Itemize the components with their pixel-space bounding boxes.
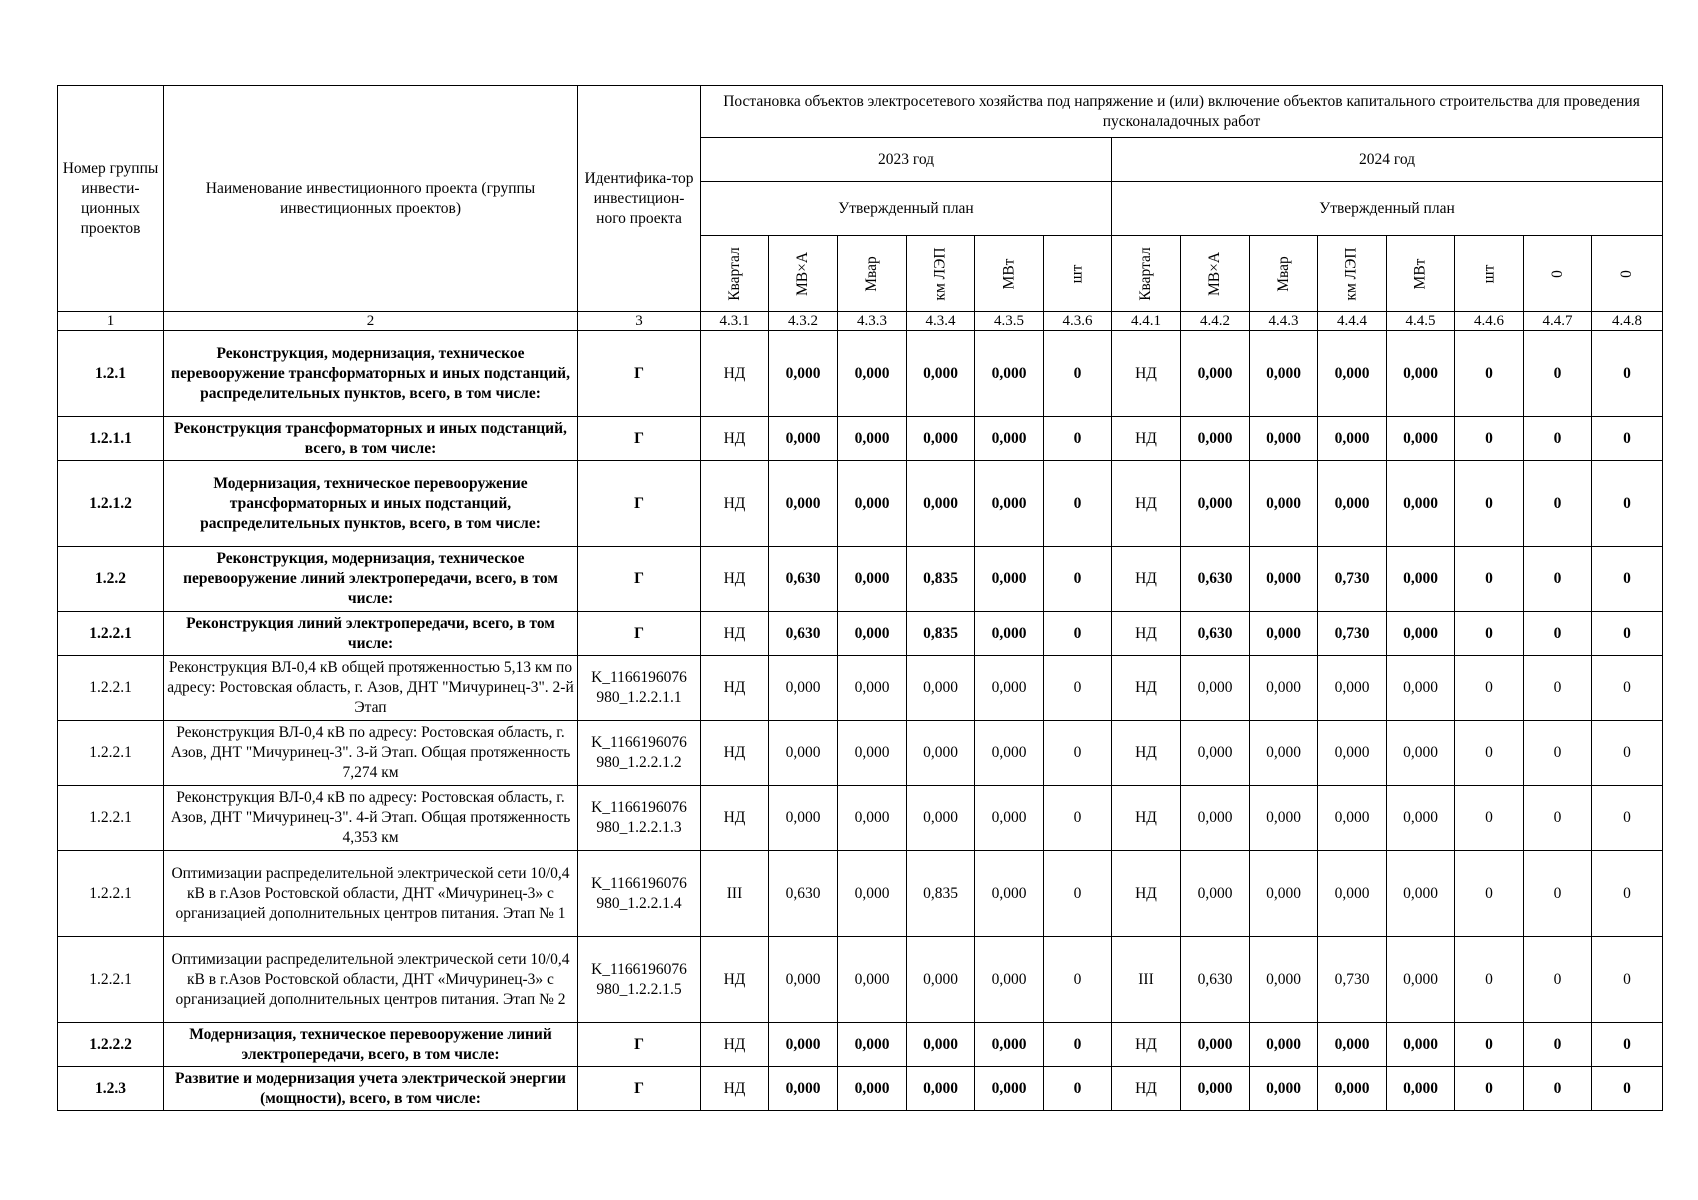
group-number-cell: 1.2.1 [58, 331, 164, 417]
value-cell: 0,000 [907, 1067, 975, 1111]
value-cell: 0,000 [1181, 656, 1250, 721]
value-cell: 0,000 [838, 612, 907, 656]
header-unit-cell [975, 236, 1044, 312]
project-name-cell: Реконструкция, модернизация, техническое перевооружение трансформаторных и иных подстанций, распределительных пунктов, всего, в том числе: [164, 331, 578, 417]
value-cell: 0,000 [1387, 786, 1455, 851]
value-cell: НД [701, 721, 769, 786]
value-cell: 0,000 [1181, 786, 1250, 851]
table-row [58, 417, 1663, 461]
header-unit-label: Квартал [1137, 246, 1154, 301]
value-cell: 0,000 [1318, 331, 1387, 417]
header-unit-cell [701, 236, 769, 312]
value-cell: 0,000 [975, 612, 1044, 656]
value-cell: 0,000 [907, 937, 975, 1023]
value-cell: 0 [1524, 721, 1592, 786]
value-cell: НД [1112, 612, 1181, 656]
header-group-number: Номер группы инвести-ционных проектов [58, 86, 164, 312]
header-unit-cell [769, 236, 838, 312]
value-cell: 0,000 [907, 417, 975, 461]
project-name-cell: Модернизация, техническое перевооружение трансформаторных и иных подстанций, распределительных пунктов, всего, в том числе: [164, 461, 578, 547]
column-number: 4.4.2 [1181, 312, 1250, 331]
value-cell: 0,000 [838, 721, 907, 786]
value-cell: 0,000 [975, 786, 1044, 851]
value-cell: 0,000 [1250, 851, 1318, 937]
value-cell: 0,000 [1250, 1067, 1318, 1111]
table-row [58, 721, 1663, 786]
value-cell: 0,000 [1250, 612, 1318, 656]
value-cell: 0,000 [838, 1023, 907, 1067]
project-id-cell: Г [578, 331, 701, 417]
project-id-cell: Г [578, 417, 701, 461]
project-name-cell: Реконструкция ВЛ-0,4 кВ общей протяженностью 5,13 км по адресу: Ростовская область, г. Азов, ДНТ "Мичуринец-3". 2-й Этап [164, 656, 578, 721]
value-cell: НД [1112, 1067, 1181, 1111]
project-id-cell: K_1166196076 980_1.2.2.1.2 [578, 721, 701, 786]
value-cell: 0,000 [769, 656, 838, 721]
header-unit-cell [1250, 236, 1318, 312]
value-cell: 0 [1592, 786, 1663, 851]
value-cell: 0 [1044, 721, 1112, 786]
value-cell: 0,000 [1387, 461, 1455, 547]
value-cell: 0,000 [838, 417, 907, 461]
value-cell: 0,000 [1387, 851, 1455, 937]
table-row [58, 656, 1663, 721]
value-cell: 0 [1044, 937, 1112, 1023]
project-name-cell: Реконструкция ВЛ-0,4 кВ по адресу: Ростовская область, г. Азов, ДНТ "Мичуринец-3". 4-й Этап. Общая протяженность 4,353 км [164, 786, 578, 851]
column-number: 4.3.2 [769, 312, 838, 331]
value-cell: НД [1112, 331, 1181, 417]
value-cell: 0 [1524, 851, 1592, 937]
project-id-cell: Г [578, 1023, 701, 1067]
value-cell: 0,000 [1250, 331, 1318, 417]
header-unit-cell [1387, 236, 1455, 312]
column-number: 4.4.6 [1455, 312, 1524, 331]
value-cell: 0 [1044, 1023, 1112, 1067]
column-number: 4.3.3 [838, 312, 907, 331]
value-cell: 0 [1592, 612, 1663, 656]
value-cell: 0 [1044, 786, 1112, 851]
value-cell: 0,000 [1181, 461, 1250, 547]
value-cell: 0,000 [975, 721, 1044, 786]
value-cell: 0,730 [1318, 547, 1387, 612]
header-unit-cell [1318, 236, 1387, 312]
value-cell: 0,000 [1318, 1067, 1387, 1111]
project-name-cell: Реконструкция ВЛ-0,4 кВ по адресу: Ростовская область, г. Азов, ДНТ "Мичуринец-3". 3-й Этап. Общая протяженность 7,274 км [164, 721, 578, 786]
project-id-cell: Г [578, 1067, 701, 1111]
value-cell: III [1112, 937, 1181, 1023]
value-cell: 0,000 [1318, 851, 1387, 937]
value-cell: 0,000 [769, 461, 838, 547]
value-cell: 0,000 [1318, 786, 1387, 851]
value-cell: НД [701, 461, 769, 547]
table-row [58, 851, 1663, 937]
value-cell: 0,835 [907, 547, 975, 612]
header-unit-label: МВ×А [794, 251, 811, 296]
project-id-cell: K_1166196076 980_1.2.2.1.5 [578, 937, 701, 1023]
column-number: 4.4.4 [1318, 312, 1387, 331]
header-unit-cell [1044, 236, 1112, 312]
value-cell: 0 [1044, 417, 1112, 461]
column-number: 4.3.6 [1044, 312, 1112, 331]
investment-table [57, 85, 1663, 1111]
header-plan-2024: Утвержденный план [1112, 182, 1663, 236]
value-cell: 0,000 [769, 937, 838, 1023]
value-cell: 0,630 [769, 612, 838, 656]
value-cell: 0 [1044, 851, 1112, 937]
value-cell: 0 [1524, 1023, 1592, 1067]
value-cell: 0 [1524, 612, 1592, 656]
value-cell: 0 [1455, 1023, 1524, 1067]
value-cell: 0,000 [907, 1023, 975, 1067]
header-plan-2023: Утвержденный план [701, 182, 1112, 236]
project-name-cell: Реконструкция линий электропередачи, всего, в том числе: [164, 612, 578, 656]
value-cell: 0 [1455, 461, 1524, 547]
table-row [58, 547, 1663, 612]
value-cell: НД [701, 331, 769, 417]
project-id-cell: Г [578, 547, 701, 612]
table-row [58, 461, 1663, 547]
value-cell: 0,000 [1387, 1023, 1455, 1067]
header-unit-label: Мвар [1274, 255, 1292, 292]
value-cell: 0,000 [769, 786, 838, 851]
value-cell: 0 [1592, 547, 1663, 612]
value-cell: 0,000 [1181, 1023, 1250, 1067]
group-number-cell: 1.2.1.2 [58, 461, 164, 547]
header-unit-cell [1181, 236, 1250, 312]
value-cell: НД [701, 612, 769, 656]
column-number: 4.3.4 [907, 312, 975, 331]
value-cell: 0 [1592, 417, 1663, 461]
value-cell: 0 [1455, 1067, 1524, 1111]
value-cell: 0 [1592, 461, 1663, 547]
value-cell: НД [1112, 851, 1181, 937]
value-cell: 0,000 [1318, 461, 1387, 547]
value-cell: 0,000 [1250, 547, 1318, 612]
group-number-cell: 1.2.3 [58, 1067, 164, 1111]
value-cell: 0,000 [1318, 656, 1387, 721]
value-cell: НД [701, 786, 769, 851]
value-cell: 0,000 [975, 937, 1044, 1023]
value-cell: 0,000 [1250, 937, 1318, 1023]
value-cell: 0,000 [838, 786, 907, 851]
value-cell: 0,000 [1387, 417, 1455, 461]
project-name-cell: Оптимизации распределительной электрической сети 10/0,4 кВ в г.Азов Ростовской области, ДНТ «Мичуринец-3» с организацией дополнительных центров питания. Этап № 1 [164, 851, 578, 937]
value-cell: НД [701, 937, 769, 1023]
group-number-cell: 1.2.2.2 [58, 1023, 164, 1067]
column-number: 1 [58, 312, 164, 331]
value-cell: 0,000 [1250, 721, 1318, 786]
project-id-cell: Г [578, 612, 701, 656]
value-cell: 0,000 [907, 786, 975, 851]
header-project-name: Наименование инвестиционного проекта (группы инвестиционных проектов) [164, 86, 578, 312]
value-cell: 0 [1044, 656, 1112, 721]
header-unit-cell [838, 236, 907, 312]
value-cell: 0,000 [1250, 461, 1318, 547]
value-cell: 0,000 [1387, 547, 1455, 612]
table-row [58, 1067, 1663, 1111]
project-id-cell: Г [578, 461, 701, 547]
value-cell: 0,000 [1387, 331, 1455, 417]
value-cell: 0,000 [1318, 721, 1387, 786]
header-year-2023: 2023 год [701, 138, 1112, 182]
value-cell: 0 [1044, 547, 1112, 612]
value-cell: НД [1112, 417, 1181, 461]
value-cell: 0 [1524, 547, 1592, 612]
value-cell: 0 [1455, 331, 1524, 417]
value-cell: 0,000 [975, 417, 1044, 461]
header-unit-cell [1524, 236, 1592, 312]
project-id-cell: K_1166196076 980_1.2.2.1.4 [578, 851, 701, 937]
value-cell: 0,730 [1318, 937, 1387, 1023]
value-cell: НД [1112, 786, 1181, 851]
value-cell: НД [1112, 1023, 1181, 1067]
value-cell: НД [1112, 547, 1181, 612]
value-cell: 0 [1044, 331, 1112, 417]
project-name-cell: Реконструкция, модернизация, техническое перевооружение линий электропередачи, всего, в том числе: [164, 547, 578, 612]
value-cell: 0,000 [1318, 417, 1387, 461]
group-number-cell: 1.2.2.1 [58, 656, 164, 721]
value-cell: 0 [1455, 417, 1524, 461]
group-number-cell: 1.2.2.1 [58, 937, 164, 1023]
value-cell: 0,000 [1250, 656, 1318, 721]
value-cell: 0,835 [907, 851, 975, 937]
header-unit-label: МВ×А [1206, 251, 1223, 296]
value-cell: 0,835 [907, 612, 975, 656]
column-number: 2 [164, 312, 578, 331]
header-unit-label: Квартал [725, 246, 743, 301]
group-number-cell: 1.2.2.1 [58, 851, 164, 937]
value-cell: 0 [1592, 656, 1663, 721]
header-unit-label: МВт [1000, 258, 1017, 289]
header-unit-cell [1455, 236, 1524, 312]
value-cell: 0,000 [838, 331, 907, 417]
value-cell: 0,630 [1181, 937, 1250, 1023]
header-unit-label: 0 [1548, 269, 1566, 278]
value-cell: 0 [1455, 851, 1524, 937]
column-number: 4.3.5 [975, 312, 1044, 331]
table-row [58, 612, 1663, 656]
value-cell: 0,000 [1387, 1067, 1455, 1111]
value-cell: 0 [1455, 547, 1524, 612]
project-name-cell: Модернизация, техническое перевооружение линий электропередачи, всего, в том числе: [164, 1023, 578, 1067]
group-number-cell: 1.2.2.1 [58, 612, 164, 656]
value-cell: 0,630 [769, 547, 838, 612]
table-row [58, 1023, 1663, 1067]
value-cell: 0,000 [907, 461, 975, 547]
value-cell: 0 [1455, 721, 1524, 786]
value-cell: 0,000 [1181, 417, 1250, 461]
value-cell: 0,000 [1181, 1067, 1250, 1111]
value-cell: 0,000 [975, 1067, 1044, 1111]
value-cell: 0,000 [838, 1067, 907, 1111]
value-cell: 0,000 [1250, 786, 1318, 851]
value-cell: 0 [1455, 656, 1524, 721]
value-cell: 0 [1455, 937, 1524, 1023]
column-number: 4.4.8 [1592, 312, 1663, 331]
value-cell: 0,000 [1250, 417, 1318, 461]
value-cell: 0,000 [1250, 1023, 1318, 1067]
value-cell: 0,000 [1387, 656, 1455, 721]
value-cell: 0 [1592, 331, 1663, 417]
value-cell: 0,000 [838, 656, 907, 721]
value-cell: 0 [1592, 721, 1663, 786]
value-cell: 0 [1524, 656, 1592, 721]
header-unit-cell [907, 236, 975, 312]
header-unit-label: шт [1068, 264, 1086, 283]
column-number: 4.3.1 [701, 312, 769, 331]
header-year-2024: 2024 год [1112, 138, 1663, 182]
value-cell: 0 [1524, 331, 1592, 417]
value-cell: 0 [1044, 461, 1112, 547]
value-cell: 0,000 [838, 937, 907, 1023]
value-cell: 0,000 [838, 851, 907, 937]
value-cell: НД [701, 417, 769, 461]
value-cell: 0,000 [975, 547, 1044, 612]
header-unit-label: км ЛЭП [1343, 246, 1360, 301]
value-cell: 0,000 [975, 1023, 1044, 1067]
value-cell: 0,000 [975, 331, 1044, 417]
value-cell: 0,000 [769, 417, 838, 461]
value-cell: 0,000 [838, 547, 907, 612]
project-name-cell: Развитие и модернизация учета электрической энергии (мощности), всего, в том числе: [164, 1067, 578, 1111]
value-cell: 0,000 [1387, 937, 1455, 1023]
value-cell: 0,000 [769, 1067, 838, 1111]
value-cell: 0 [1592, 1067, 1663, 1111]
value-cell: 0 [1524, 417, 1592, 461]
project-id-cell: K_1166196076 980_1.2.2.1.1 [578, 656, 701, 721]
value-cell: 0,000 [1181, 851, 1250, 937]
value-cell: 0,000 [975, 656, 1044, 721]
group-number-cell: 1.2.1.1 [58, 417, 164, 461]
value-cell: 0 [1592, 1023, 1663, 1067]
value-cell: 0,000 [975, 851, 1044, 937]
project-id-cell: K_1166196076 980_1.2.2.1.3 [578, 786, 701, 851]
column-number: 4.4.1 [1112, 312, 1181, 331]
value-cell: 0 [1524, 1067, 1592, 1111]
value-cell: 0,630 [769, 851, 838, 937]
column-number: 4.4.5 [1387, 312, 1455, 331]
group-number-cell: 1.2.2.1 [58, 721, 164, 786]
value-cell: 0 [1455, 612, 1524, 656]
value-cell: 0,000 [1181, 721, 1250, 786]
header-unit-label: км ЛЭП [931, 246, 949, 301]
value-cell: III [701, 851, 769, 937]
group-number-cell: 1.2.2 [58, 547, 164, 612]
value-cell: НД [701, 547, 769, 612]
value-cell: 0,000 [769, 721, 838, 786]
value-cell: 0,000 [1318, 1023, 1387, 1067]
project-name-cell: Реконструкция трансформаторных и иных подстанций, всего, в том числе: [164, 417, 578, 461]
table-row [58, 937, 1663, 1023]
header-top-title: Постановка объектов электросетевого хозяйства под напряжение и (или) включение объектов капитального строительства для проведения пусконаладочных работ [701, 86, 1663, 138]
header-unit-label: шт [1480, 264, 1497, 283]
header-project-id: Идентифика-тор инвестицион-ного проекта [578, 86, 701, 312]
value-cell: 0,630 [1181, 612, 1250, 656]
header-unit-label: Мвар [863, 255, 880, 292]
value-cell: 0 [1524, 461, 1592, 547]
group-number-cell: 1.2.2.1 [58, 786, 164, 851]
value-cell: 0 [1044, 1067, 1112, 1111]
value-cell: НД [1112, 656, 1181, 721]
value-cell: 0,000 [838, 461, 907, 547]
table-row [58, 786, 1663, 851]
value-cell: 0,000 [1181, 331, 1250, 417]
value-cell: 0 [1524, 786, 1592, 851]
column-number: 4.4.7 [1524, 312, 1592, 331]
value-cell: 0,000 [1387, 612, 1455, 656]
value-cell: НД [1112, 721, 1181, 786]
value-cell: 0,000 [907, 721, 975, 786]
value-cell: 0,000 [1387, 721, 1455, 786]
value-cell: 0,000 [907, 656, 975, 721]
value-cell: НД [701, 1067, 769, 1111]
value-cell: 0,000 [769, 1023, 838, 1067]
value-cell: НД [701, 1023, 769, 1067]
column-number: 3 [578, 312, 701, 331]
value-cell: 0,630 [1181, 547, 1250, 612]
value-cell: 0 [1455, 786, 1524, 851]
value-cell: 0 [1524, 937, 1592, 1023]
column-number: 4.4.3 [1250, 312, 1318, 331]
value-cell: 0,000 [907, 331, 975, 417]
table-row [58, 331, 1663, 417]
value-cell: 0,000 [769, 331, 838, 417]
header-unit-label: МВт [1411, 258, 1429, 289]
header-unit-label: 0 [1618, 269, 1636, 278]
header-unit-cell [1112, 236, 1181, 312]
value-cell: 0 [1044, 612, 1112, 656]
value-cell: 0 [1592, 851, 1663, 937]
project-name-cell: Оптимизации распределительной электрической сети 10/0,4 кВ в г.Азов Ростовской области, ДНТ «Мичуринец-3» с организацией дополнительных центров питания. Этап № 2 [164, 937, 578, 1023]
value-cell: 0,730 [1318, 612, 1387, 656]
value-cell: 0,000 [975, 461, 1044, 547]
value-cell: НД [701, 656, 769, 721]
value-cell: НД [1112, 461, 1181, 547]
header-unit-cell [1592, 236, 1663, 312]
value-cell: 0 [1592, 937, 1663, 1023]
